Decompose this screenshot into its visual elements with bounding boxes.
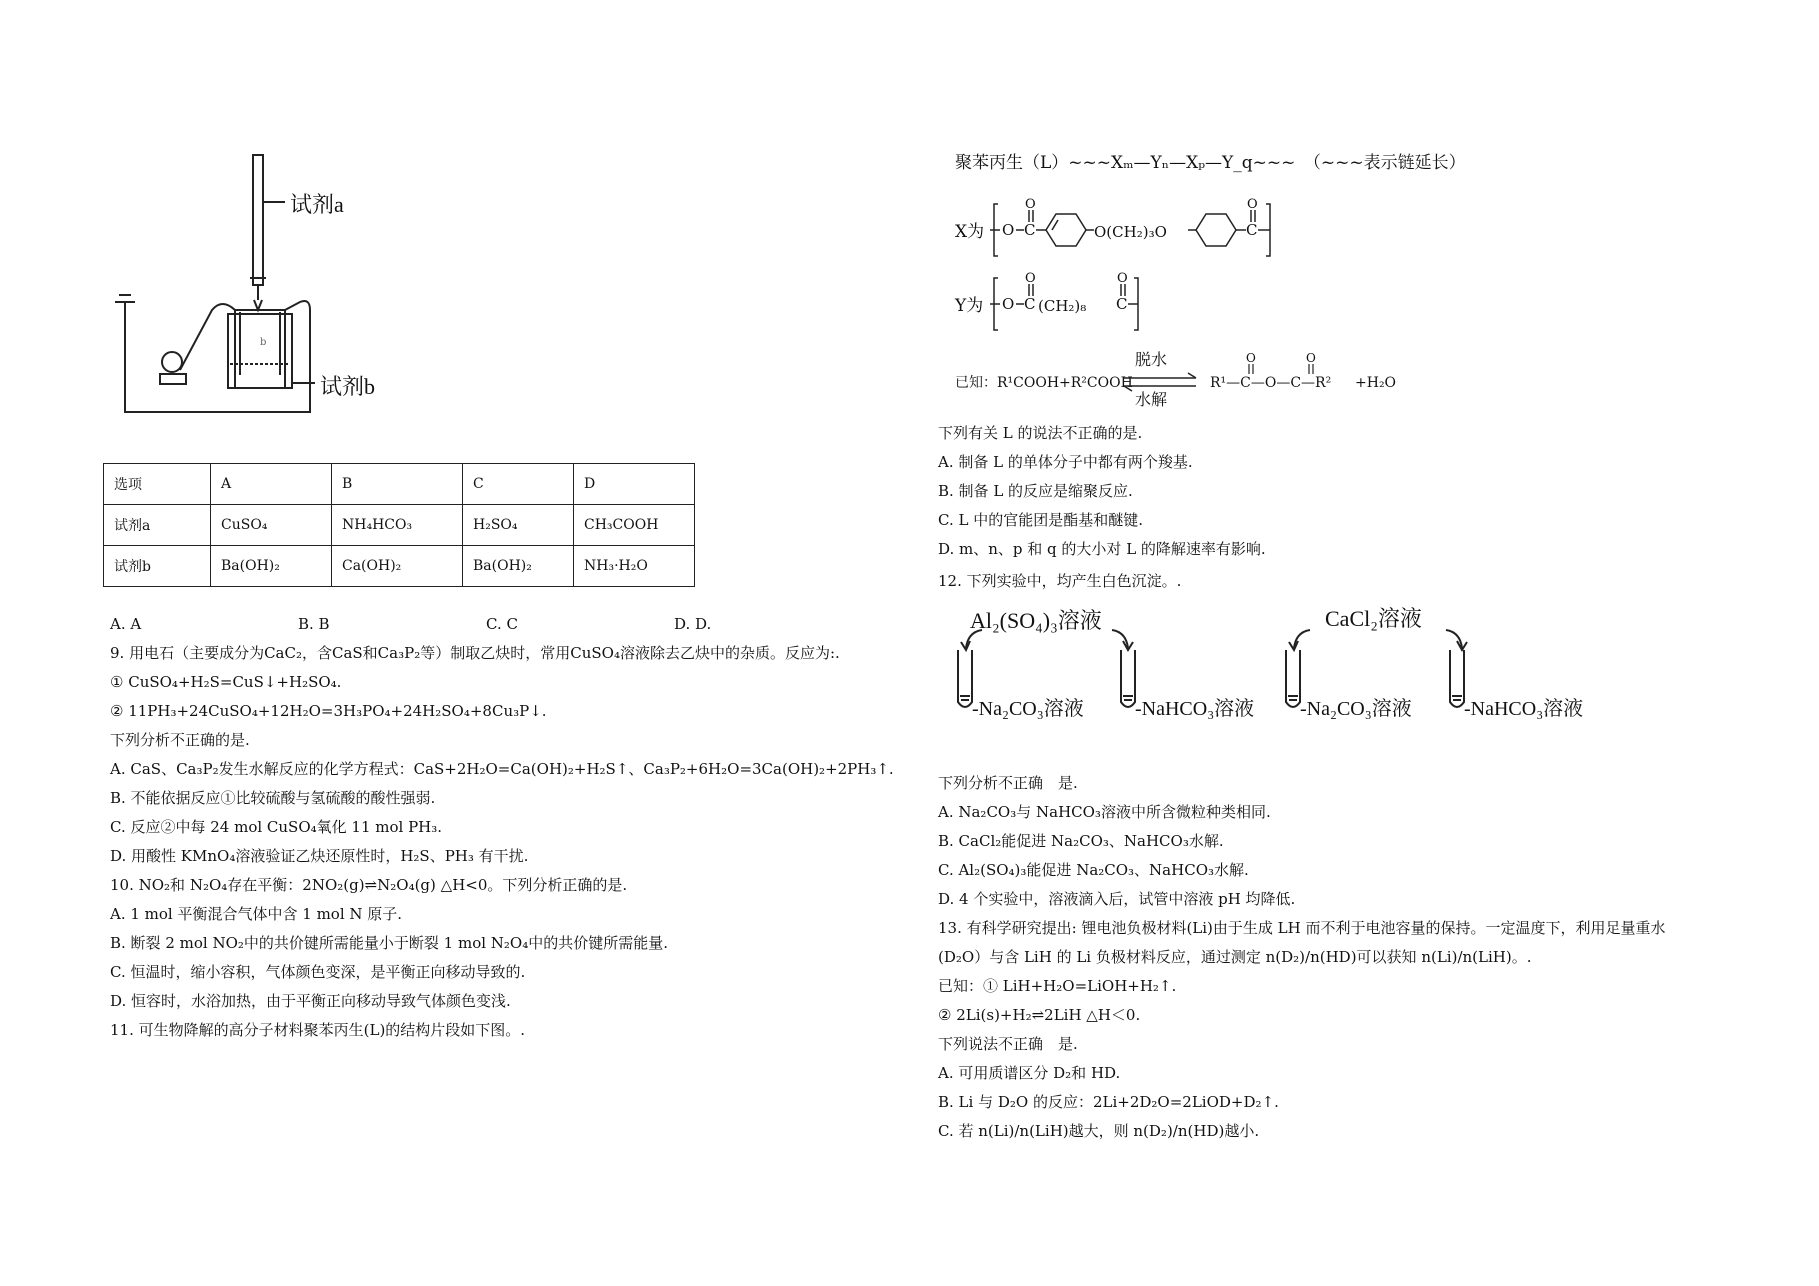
table-cell: C [463,464,574,505]
table-cell: 试剂a [104,505,211,546]
svg-text:O: O [1246,351,1256,365]
reagent-2-label: CaCl₂溶液 [1325,606,1422,631]
table-cell: 试剂b [104,546,211,587]
svg-text:O: O [1025,197,1036,212]
table-cell: NH₄HCO₃ [332,505,463,546]
q13-stem-line-2: (D₂O）与含 LiH 的 Li 负极材料反应，通过测定 n(D₂)/n(HD)可以获知 n(Li)/n(LiH)。. [938,948,1532,966]
table-cell: CuSO₄ [211,505,332,546]
svg-text:C: C [1024,221,1036,239]
tube-1-label: -Na₂CO₃溶液 [972,698,1084,720]
q13-option-a: A. 可用质谱区分 D₂和 HD. [938,1064,1121,1082]
table-cell: 选项 [104,464,211,505]
q11-option-c: C. L 中的官能团是酯基和醚键. [938,511,1143,529]
q8-option-b: B. B [298,615,330,633]
q10-option-c: C. 恒温时，缩小容积，气体颜色变深，是平衡正向移动导致的. [110,963,526,981]
q10-option-a: A. 1 mol 平衡混合气体中含 1 mol N 原子. [110,905,403,923]
y-chain-label: (CH₂)₈ [1038,297,1087,315]
q10-stem: 10. NO₂和 N₂O₄存在平衡：2NO₂(g)⇌N₂O₄(g) △H<0。下列分析正确的是. [110,876,628,894]
q9-reaction-2: ② 11PH₃+24CuSO₄+12H₂O=3H₃PO₄+24H₂SO₄+8Cu₃P↓. [110,702,547,720]
q11-option-a: A. 制备 L 的单体分子中都有两个羧基. [938,453,1193,471]
polymer-header: 聚苯丙生（L）~~~Xₘ—Yₙ—Xₚ—Y_q~~~ （~~~表示链延长） [955,153,1466,173]
reagent-b-label: 试剂b [320,374,376,399]
q13-known-2: ② 2Li(s)+H₂⇌2LiH △H＜0. [938,1006,1141,1024]
anhydride-carbonyls [1210,352,1330,376]
q11-stem: 11. 可生物降解的高分子材料聚苯丙生(L)的结构片段如下图。. [110,1021,526,1039]
q9-option-a: A. CaS、Ca₃P₂发生水解反应的化学方程式：CaS+2H₂O=Ca(OH)₂+H₂S↑、Ca₃P₂+6H₂O=3Ca(OH)₂+2PH₃↑. [110,760,894,778]
known-arrow-top: 脱水 [1135,350,1168,369]
q10-option-b: B. 断裂 2 mol NO₂中的共价键所需能量小于断裂 1 mol N₂O₄中的共价键所需能量. [110,934,669,952]
q10-option-d: D. 恒容时，水浴加热，由于平衡正向移动导致气体颜色变浅. [110,992,511,1010]
q9-option-c: C. 反应②中每 24 mol CuSO₄氧化 11 mol PH₃. [110,818,443,836]
q11-prompt: 下列有关 L 的说法不正确的是. [938,424,1143,442]
table-cell: Ba(OH)₂ [211,546,332,587]
svg-text:C: C [1024,295,1036,313]
q9-option-d: D. 用酸性 KMnO₄溶液验证乙炔还原性时，H₂S、PH₃ 有干扰. [110,847,529,865]
q13-known-1: 已知：① LiH+H₂O=LiOH+H₂↑. [938,977,1177,995]
table-cell: Ba(OH)₂ [463,546,574,587]
known-water: +H₂O [1355,375,1397,391]
svg-text:C: C [1116,295,1128,313]
svg-text:O: O [1117,271,1128,286]
x-label: X为 [955,222,985,242]
table-cell: NH₃·H₂O [574,546,695,587]
table-row [104,505,695,546]
q12-stem: 12. 下列实验中，均产生白色沉淀。. [938,572,1182,590]
known-reactants: 已知：R¹COOH+R²COOH [955,375,1133,391]
q8-option-c: C. C [486,615,518,633]
q12-option-b: B. CaCl₂能促进 Na₂CO₃、NaHCO₃水解. [938,832,1224,850]
reagent-options-table [103,463,695,587]
table-cell: H₂SO₄ [463,505,574,546]
tube-4-label: -NaHCO₃溶液 [1464,698,1584,720]
svg-text:O: O [1002,295,1015,313]
table-cell: Ca(OH)₂ [332,546,463,587]
q9-option-b: B. 不能依据反应①比较硫酸与氢硫酸的酸性强弱. [110,789,436,807]
x-chain-label: O(CH₂)₃O [1094,223,1167,241]
tube-2-label: -NaHCO₃溶液 [1135,698,1255,720]
svg-text:O: O [1002,221,1015,239]
q11-option-b: B. 制备 L 的反应是缩聚反应. [938,482,1133,500]
table-row [104,546,695,587]
known-arrow-bottom: 水解 [1135,390,1168,409]
q8-option-a: A. A [110,615,142,633]
table-header-row [104,464,695,505]
q11-option-d: D. m、n、p 和 q 的大小对 L 的降解速率有影响. [938,540,1266,558]
table-cell: B [332,464,463,505]
svg-text:O: O [1306,351,1316,365]
known-product: R¹—C—O—C—R² [1210,375,1332,391]
q13-option-c: C. 若 n(Li)/n(LiH)越大，则 n(D₂)/n(HD)越小. [938,1122,1260,1140]
q13-stem-line-1: 13. 有科学研究提出: 锂电池负极材料(Li)由于生成 LH 而不利于电池容量的保持。一定温度下，利用足量重水 [938,919,1666,937]
reagent-a-label: 试剂a [290,192,344,217]
q12-option-c: C. Al₂(SO₄)₃能促进 Na₂CO₃、NaHCO₃水解. [938,861,1249,879]
q12-option-d: D. 4 个实验中，溶液滴入后，试管中溶液 pH 均降低. [938,890,1296,908]
q13-prompt: 下列说法不正确 是. [938,1035,1078,1053]
y-label: Y为 [955,296,984,316]
q12-prompt: 下列分析不正确 是. [938,774,1078,792]
table-cell: CH₃COOH [574,505,695,546]
y-unit-structure [990,270,1190,340]
tube-3-label: -Na₂CO₃溶液 [1300,698,1412,720]
svg-text:O: O [1025,271,1036,286]
q13-option-b: B. Li 与 D₂O 的反应：2Li+2D₂O=2LiOD+D₂↑. [938,1093,1279,1111]
table-cell: A [211,464,332,505]
q9-prompt: 下列分析不正确的是. [110,731,250,749]
q9-stem: 9. 用电石（主要成分为CaC₂，含CaS和Ca₃P₂等）制取乙炔时，常用CuSO₄溶液除去乙炔中的杂质。反应为:. [110,644,840,662]
svg-text:O: O [1247,197,1258,212]
beaker-mark: b [260,337,267,348]
q8-option-d: D. D. [674,615,712,633]
svg-text:C: C [1246,221,1258,239]
reagent-1-label: Al₂(SO₄)₃溶液 [970,608,1102,633]
q12-option-a: A. Na₂CO₃与 NaHCO₃溶液中所含微粒种类相同. [938,803,1271,821]
table-cell: D [574,464,695,505]
q9-reaction-1: ① CuSO₄+H₂S=CuS↓+H₂SO₄. [110,673,342,691]
equilibrium-arrow [1120,372,1200,392]
